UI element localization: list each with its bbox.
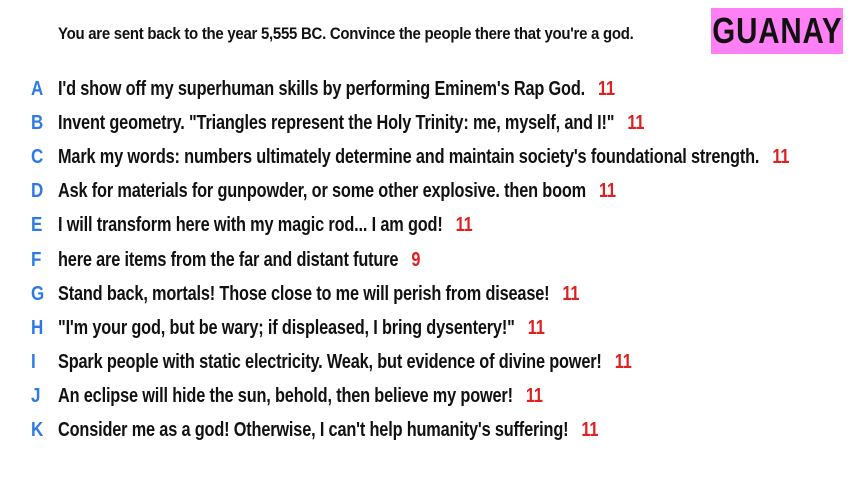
answer-row xyxy=(0,106,853,140)
answer-row xyxy=(0,72,853,106)
answer-score: 11 xyxy=(598,77,615,100)
answer-row xyxy=(0,311,853,345)
answer-content xyxy=(58,112,644,135)
answer-letter: H xyxy=(31,316,44,339)
answer-letter: D xyxy=(31,180,44,203)
answer-score: 11 xyxy=(599,180,616,203)
answer-row xyxy=(0,243,853,277)
answer-score: 11 xyxy=(525,385,543,408)
answer-text: "I'm your god, but be wary; if displeased, I bring dysentery!" xyxy=(58,316,515,339)
answer-row xyxy=(0,209,853,243)
answer-letter: B xyxy=(31,111,44,134)
answer-letter: E xyxy=(31,214,43,237)
answer-row xyxy=(0,277,853,311)
answer-text: I'd show off my superhuman skills by performing Eminem's Rap God. xyxy=(58,77,585,100)
answer-content xyxy=(58,78,615,101)
answer-letter: C xyxy=(31,145,44,168)
answer-content xyxy=(58,180,616,203)
answer-letter: K xyxy=(31,419,44,442)
answer-content xyxy=(58,419,598,442)
answer-content xyxy=(58,214,473,237)
answer-score: 11 xyxy=(562,282,580,305)
answer-score: 9 xyxy=(411,248,421,271)
answer-text: Ask for materials for gunpowder, or some other explosive. then boom xyxy=(58,180,586,203)
answer-content xyxy=(58,283,579,306)
answer-letter: F xyxy=(31,248,42,271)
answer-content xyxy=(58,385,543,408)
answer-text: I will transform here with my magic rod... I am god! xyxy=(58,214,443,237)
answer-text: An eclipse will hide the sun, behold, then believe my power! xyxy=(58,385,513,408)
answer-score: 11 xyxy=(614,351,632,374)
answer-row xyxy=(0,414,853,448)
answer-row xyxy=(0,175,853,209)
answer-score: 11 xyxy=(527,316,545,339)
answer-letter: G xyxy=(31,282,45,305)
answer-content xyxy=(58,317,545,340)
answer-text: Stand back, mortals! Those close to me will perish from disease! xyxy=(58,282,550,305)
player-name-badge xyxy=(711,8,843,54)
answer-text: Invent geometry. "Triangles represent the Holy Trinity: me, myself, and I!" xyxy=(58,111,615,134)
player-name: GUANAY xyxy=(711,10,843,51)
answer-letter: J xyxy=(31,385,41,408)
answer-content xyxy=(58,146,789,169)
answer-letter: I xyxy=(31,351,36,374)
answer-score: 11 xyxy=(772,145,790,168)
answer-text: Mark my words: numbers ultimately determine and maintain society's foundational strength. xyxy=(58,145,760,168)
answer-row xyxy=(0,140,853,174)
answer-list xyxy=(0,72,853,448)
answer-text: Consider me as a god! Otherwise, I can't help humanity's suffering! xyxy=(58,419,569,442)
answer-row xyxy=(0,380,853,414)
answer-text: Spark people with static electricity. Weak, but evidence of divine power! xyxy=(58,351,602,374)
question-prompt: You are sent back to the year 5,555 BC. Convince the people there that you're a god. xyxy=(58,24,634,43)
answer-content xyxy=(58,351,632,374)
answer-letter: A xyxy=(31,77,44,100)
answer-text: here are items from the far and distant future xyxy=(58,248,399,271)
answer-content xyxy=(58,249,420,272)
answer-score: 11 xyxy=(455,214,473,237)
answer-score: 11 xyxy=(581,419,599,442)
answer-score: 11 xyxy=(627,111,645,134)
answer-row xyxy=(0,346,853,380)
